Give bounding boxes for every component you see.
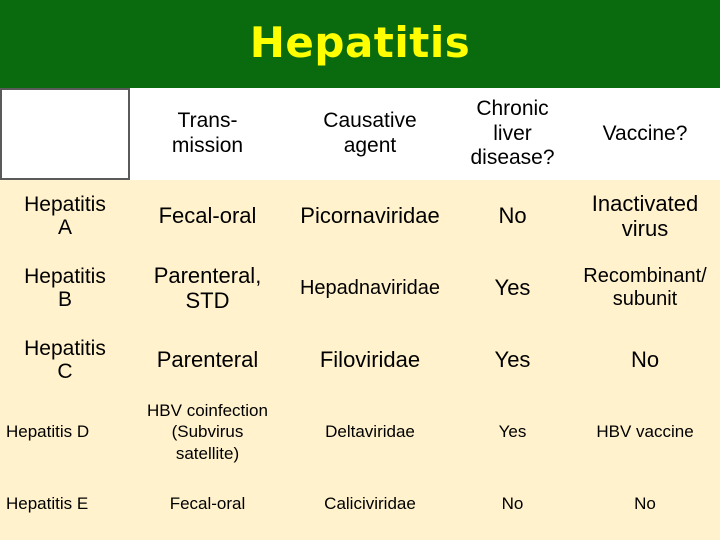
cell-e-vaccine: No: [570, 468, 720, 540]
cell-c-vaccine: No: [570, 324, 720, 396]
cell-e-chronic: No: [455, 468, 570, 540]
cell-d-transmission: HBV coinfection (Subvirus satellite): [130, 396, 285, 468]
header-transmission: Trans- mission: [130, 88, 285, 180]
title-bar: [0, 0, 720, 88]
cell-d-vaccine: HBV vaccine: [570, 396, 720, 468]
cell-b-chronic: Yes: [455, 252, 570, 324]
page-title: Hepatitis: [249, 17, 471, 67]
cell-d-chronic: Yes: [455, 396, 570, 468]
header-causative-agent: Causative agent: [285, 88, 455, 180]
row-label-hepatitis-c: Hepatitis C: [0, 324, 130, 396]
cell-a-transmission: Fecal-oral: [130, 180, 285, 252]
cell-e-transmission: Fecal-oral: [130, 468, 285, 540]
cell-c-chronic: Yes: [455, 324, 570, 396]
row-label-hepatitis-e: Hepatitis E: [0, 468, 130, 540]
cell-d-agent: Deltaviridae: [285, 396, 455, 468]
cell-c-agent: Filoviridae: [285, 324, 455, 396]
cell-a-vaccine: Inactivated virus: [570, 180, 720, 252]
cell-b-vaccine: Recombinant/ subunit: [570, 252, 720, 324]
header-corner-cell: [0, 88, 130, 180]
cell-b-agent: Hepadnaviridae: [285, 252, 455, 324]
header-chronic-liver-disease: Chronic liver disease?: [455, 88, 570, 180]
cell-a-agent: Picornaviridae: [285, 180, 455, 252]
header-vaccine: Vaccine?: [570, 88, 720, 180]
hepatitis-table: [0, 88, 720, 540]
cell-a-chronic: No: [455, 180, 570, 252]
row-label-hepatitis-a: Hepatitis A: [0, 180, 130, 252]
row-label-hepatitis-d: Hepatitis D: [0, 396, 130, 468]
cell-e-agent: Caliciviridae: [285, 468, 455, 540]
cell-b-transmission: Parenteral, STD: [130, 252, 285, 324]
row-label-hepatitis-b: Hepatitis B: [0, 252, 130, 324]
cell-c-transmission: Parenteral: [130, 324, 285, 396]
